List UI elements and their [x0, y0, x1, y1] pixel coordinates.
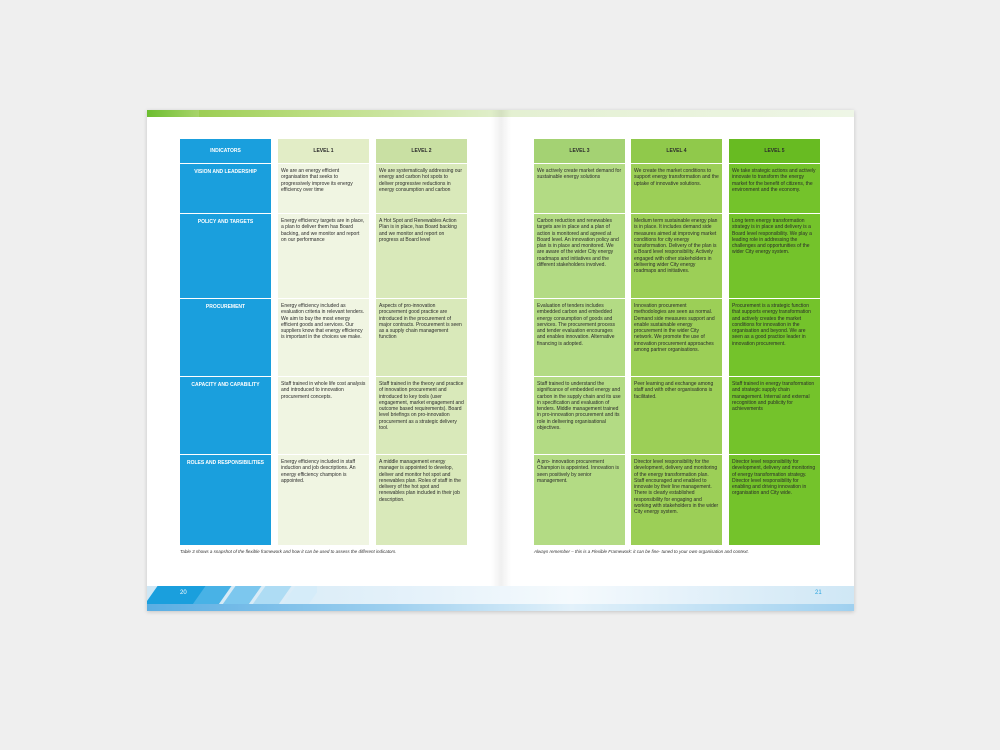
- cell-capacity-level-4: Peer learning and exchange among staff and with other organisations is facilitated.: [631, 377, 722, 454]
- cell-vision-level-1: We are an energy efficient organisation that seeks to progressively improve its energy efficiency over time: [278, 164, 369, 213]
- cell-procurement-level-5: Procurement is a strategic function that supports energy transformation and actively creates the market conditions for innovation in the organisation and beyond. We are seen as a good practice leader in innovation procurement.: [729, 299, 820, 376]
- indicator-vision-leadership: VISION AND LEADERSHIP: [180, 164, 271, 213]
- cell-vision-level-3: We actively create market demand for sustainable energy solutions: [534, 164, 625, 213]
- header-level-4: LEVEL 4: [631, 139, 722, 163]
- cell-procurement-level-4: Innovation procurement methodologies are seen as normal. Demand side measures support and enable sustainable energy procurement in the wider City network. We promote the use of innovation procurement approaches among partner organisations.: [631, 299, 722, 376]
- header-level-1: LEVEL 1: [278, 139, 369, 163]
- header-level-5: LEVEL 5: [729, 139, 820, 163]
- cell-policy-level-2: A Hot Spot and Renewables Action Plan is in place, has Board backing and we monitor and report on progress at Board level: [376, 214, 467, 298]
- cell-policy-level-3: Carbon reduction and renewables targets are in place and a plan of action is monitored and agreed at Board level. An innovation policy and plan is in place and monitored. We are aware of the wider City energy roadmaps and initiatives and the different stakeholders involved.: [534, 214, 625, 298]
- cell-vision-level-4: We create the market conditions to support energy transformation and the uptake of innovative solutions.: [631, 164, 722, 213]
- caption-right: Always remember – this is a Flexible Framework: it can be fine- tuned to your own organisation and context.: [534, 549, 749, 554]
- cell-capacity-level-2: Staff trained in the theory and practice of innovation procurement and introduced to key tools (user engagement, market engagement and outcome based requirements). Board level briefings on pro-innovation procurement as a strategic delivery tool.: [376, 377, 467, 454]
- cell-vision-level-5: We take strategic actions and actively innovate to transform the energy market for the benefit of citizens, the environment and the economy.: [729, 164, 820, 213]
- cell-capacity-level-3: Staff trained to understand the significance of embedded energy and carbon in the supply chain and its use in specification and evaluation of tenders. Middle management trained in pro-innovation procurement and its role in delivering organisational objectives.: [534, 377, 625, 454]
- header-level-3: LEVEL 3: [534, 139, 625, 163]
- cell-capacity-level-1: Staff trained in whole life cost analysis and introduced to innovation procurement concepts.: [278, 377, 369, 454]
- bottom-accent-line: [147, 604, 854, 611]
- top-accent-bar-left: [147, 110, 199, 117]
- cell-roles-level-4: Director level responsibility for the development, delivery and monitoring of the energy transformation plan. Staff encouraged and enabled to innovate by their line management. There is clearly established responsibility for engaging and working with stakeholders in the wider City energy system.: [631, 455, 722, 545]
- cell-procurement-level-1: Energy efficiency included as evaluation criteria in relevant tenders. We aim to buy the most energy efficient goods and services. Our suppliers know that energy efficiency is important in the choices we make.: [278, 299, 369, 376]
- cell-policy-level-1: Energy efficiency targets are in place, a plan to deliver them has Board backing, and we monitor and report on our performance: [278, 214, 369, 298]
- indicator-capacity-capability: CAPACITY AND CAPABILITY: [180, 377, 271, 454]
- cell-vision-level-2: We are systematically addressing our energy and carbon hot spots to deliver progressive reductions in energy consumption and carbon: [376, 164, 467, 213]
- indicator-policy-targets: POLICY AND TARGETS: [180, 214, 271, 298]
- page-number-right: 21: [815, 590, 822, 596]
- brochure-spread: [147, 110, 854, 611]
- header-indicators: INDICATORS: [180, 139, 271, 163]
- cell-roles-level-5: Director level responsibility for development, delivery and monitoring of energy transformation strategy. Director level responsibility for enabling and driving innovation in organisation and City wide.: [729, 455, 820, 545]
- indicator-procurement: PROCUREMENT: [180, 299, 271, 376]
- caption-left: Table 3 shows a snapshot of the flexible framework and how it can be used to assess the different indicators.: [180, 549, 397, 554]
- cell-roles-level-1: Energy efficiency included in staff induction and job descriptions. An energy efficiency champion is appointed.: [278, 455, 369, 545]
- cell-roles-level-2: A middle management energy manager is appointed to develop, deliver and monitor hot spot and renewables plan. Roles of staff in the delivery of the hot spot and renewables plan included in their job description.: [376, 455, 467, 545]
- page-number-left: 20: [180, 590, 187, 596]
- cell-procurement-level-3: Evaluation of tenders includes embedded carbon and embedded energy consumption of goods and services. The procurement process and tender evaluation encourages and enables innovation. Alternative financing is adopted.: [534, 299, 625, 376]
- cell-roles-level-3: A pro- innovation procurement Champion is appointed. Innovation is seen positively by senior management.: [534, 455, 625, 545]
- header-level-2: LEVEL 2: [376, 139, 467, 163]
- indicator-roles-responsibilities: ROLES AND RESPONSIBILITIES: [180, 455, 271, 545]
- cell-policy-level-5: Long term energy transformation strategy is in place and delivery is a Board level responsibility. We play a leading role in addressing the challenges and opportunities of the wider City energy system.: [729, 214, 820, 298]
- cell-procurement-level-2: Aspects of pro-innovation procurement good practice are introduced in the procurement of major contracts. Procurement is seen as a supply chain management function: [376, 299, 467, 376]
- cell-capacity-level-5: Staff trained in energy transformation and strategic supply chain management. Internal and external recognition and publicity for achievements: [729, 377, 820, 454]
- cell-policy-level-4: Medium term sustainable energy plan is in place. It includes demand side measures aimed at improving market conditions for city energy transformation. Delivery of the plan is a Board level responsibility. Actively engaged with other stakeholders in delivering wider City energy roadmaps and initiatives.: [631, 214, 722, 298]
- page-gutter: [491, 110, 511, 611]
